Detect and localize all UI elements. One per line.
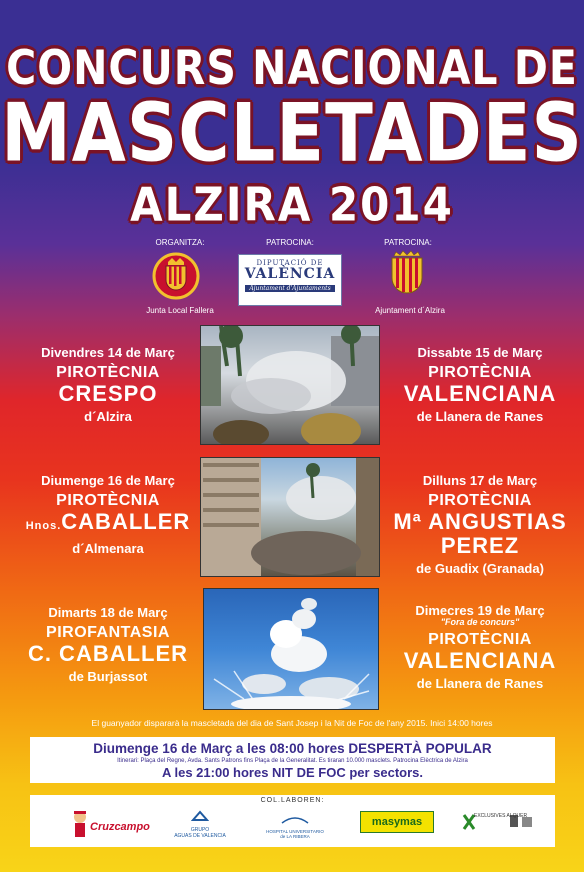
day-3-pirotecnia: PIROTÈCNIA — [56, 492, 160, 509]
diputacio-line2: VALÈNCIA — [244, 266, 336, 282]
aguas-logo — [165, 809, 235, 839]
day-4-name-line2: PEREZ — [440, 533, 520, 558]
day-4-location: de Guadix (Granada) — [416, 561, 544, 576]
day-1-name: CRESPO — [58, 381, 158, 406]
title-line-3: ALZIRA 2014 — [130, 177, 454, 232]
day-3-date: Diumenge 16 de Març — [41, 473, 175, 488]
photo-2-image — [201, 458, 379, 576]
cruzcampo-text: Cruzcampo — [90, 821, 150, 833]
exclusives-logo — [460, 811, 540, 833]
day-5 — [20, 605, 196, 684]
photo-3-image — [204, 589, 378, 709]
day-6-note: "Fora de concurs" — [440, 617, 520, 627]
info-line-3: A les 21:00 hores NIT DE FOC per sectors. — [161, 765, 424, 780]
ajuntament-caption: Ajuntament d´Alzira — [375, 306, 445, 315]
day-2-date: Dissabte 15 de Març — [417, 345, 543, 360]
aguas-line1: GRUPO — [190, 827, 210, 833]
diputacio-line3: Ajuntament d'Ajuntaments — [245, 285, 335, 292]
diputacio-logo — [238, 254, 342, 306]
day-5-location: de Burjassot — [68, 669, 148, 684]
cruzcampo-logo — [68, 807, 152, 843]
patrocina-label-1: PATROCINA: — [266, 238, 314, 247]
diputacio-line1: DIPUTACIÓ DE — [256, 259, 324, 267]
day-4 — [390, 473, 570, 576]
day-3-name: CABALLER — [61, 509, 191, 534]
exclusives-text: EXCLUSIVES ALQUER — [474, 813, 528, 819]
day-6-date: Dimecres 19 de Març — [415, 603, 545, 618]
day-2-location: de Llanera de Ranes — [416, 409, 544, 424]
info-line-1: Diumenge 16 de Març a les 08:00 hores DESPERTÀ POPULAR — [93, 741, 492, 756]
title-line-1: CONCURS NACIONAL DE — [6, 40, 578, 96]
day-3-name-line — [20, 510, 196, 538]
patrocina-label-2: PATROCINA: — [384, 238, 432, 247]
ajuntament-alzira-logo — [386, 250, 428, 302]
junta-local-fallera-logo — [152, 252, 200, 300]
day-1-pirotecnia: PIROTÈCNIA — [56, 364, 160, 381]
winner-note: El guanyador dispararà la mascletada del dia de Sant Josep i la Nit de Foc de l'any 2015. Inici 14:00 hores — [91, 718, 493, 728]
day-6-location: de Llanera de Ranes — [416, 676, 544, 691]
masymas-text: masymas — [371, 816, 423, 828]
day-3-prefix: Hnos. — [25, 520, 62, 532]
info-box — [30, 737, 555, 783]
day-4-name-line1: Mª ANGUSTIAS — [393, 509, 567, 534]
day-5-date: Dimarts 18 de Març — [48, 605, 168, 620]
hospital-logo — [255, 811, 335, 839]
aguas-line2: AGUAS DE VALENCIA — [174, 833, 226, 839]
day-1-location: d´Alzira — [84, 409, 132, 424]
photo-1 — [200, 325, 380, 445]
junta-caption: Junta Local Fallera — [146, 306, 214, 315]
hospital-arc-icon — [280, 814, 310, 824]
day-5-name: C. CABALLER — [27, 641, 189, 666]
day-3 — [20, 473, 196, 556]
info-line-2: Itinerari: Plaça del Regne, Avda. Sants Patrons fins Plaça de la Generalitat. Es tiraran 10.000 masclets. Patrocina Elèctrica de Alzira — [117, 758, 468, 764]
day-4-pirotecnia: PIROTÈCNIA — [428, 492, 532, 509]
day-6-pirotecnia: PIROTÈCNIA — [428, 631, 532, 648]
colab-label: COL.LABOREN: — [260, 797, 325, 804]
day-6 — [390, 603, 570, 691]
day-1 — [20, 345, 196, 424]
organitza-label: ORGANITZA: — [155, 238, 205, 247]
photo-2 — [200, 457, 380, 577]
masymas-logo — [360, 811, 434, 833]
day-2 — [390, 345, 570, 424]
day-6-name: VALENCIANA — [403, 648, 557, 673]
photo-1-image — [201, 326, 379, 444]
photo-3 — [203, 588, 379, 710]
day-5-pirotecnia: PIROFANTASIA — [46, 624, 170, 641]
day-2-pirotecnia: PIROTÈCNIA — [428, 364, 532, 381]
hospital-line1: HOSPITAL UNIVERSITARIO — [266, 829, 324, 834]
day-1-date: Divendres 14 de Març — [41, 345, 175, 360]
hospital-line2: de LA RIBERA — [280, 834, 310, 839]
sponsors-bar — [30, 795, 555, 847]
cruzcampo-mascot-icon — [70, 809, 90, 839]
day-2-name: VALENCIANA — [403, 381, 557, 406]
aguas-drop-icon — [191, 810, 209, 822]
title-line-2: MASCLETADES — [1, 85, 583, 181]
day-4-date: Dilluns 17 de Març — [422, 473, 538, 488]
day-3-location: d´Almenara — [72, 541, 144, 556]
